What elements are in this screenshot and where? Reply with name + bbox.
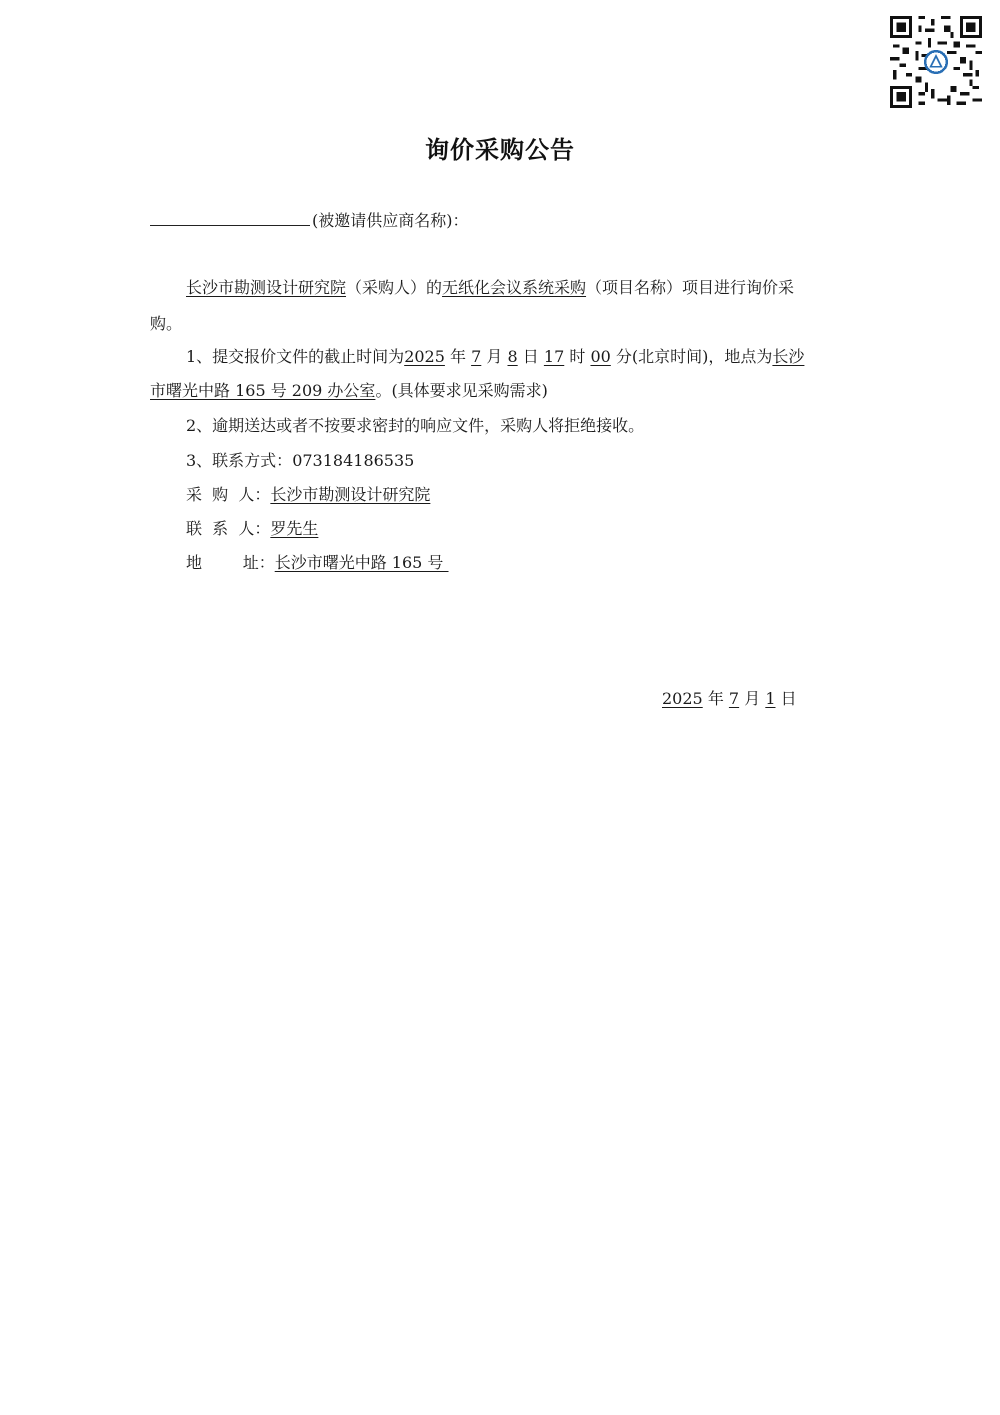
item-1-line (186, 346, 804, 368)
address-label: 地 址： (186, 553, 275, 572)
item-1-prefix: 1、提交报价文件的截止时间为 (186, 347, 405, 366)
addressee-line (150, 209, 469, 232)
deadline-minute: 00 (590, 347, 611, 366)
month-label: 月 (486, 347, 503, 366)
page-title: 询价采购公告 (425, 136, 575, 164)
intro-continuation: 购。 (150, 314, 183, 333)
purchaser-label: 采 购 人： (186, 485, 271, 504)
address-value: 长沙市曙光中路 165 号 (274, 553, 449, 572)
location-part-b: 市曙光中路 165 号 209 办公室 (150, 381, 376, 400)
issue-day-label: 日 (780, 689, 797, 708)
project-tag: （项目名称）项目进行询价采 (586, 278, 795, 297)
deadline-hour: 17 (543, 347, 565, 366)
contact-person-line (186, 518, 318, 540)
item-1-suffix: 。(具体要求见采购需求) (375, 381, 548, 400)
issue-month-label: 月 (744, 689, 761, 708)
address-line (186, 552, 449, 574)
purchaser-value: 长沙市勘测设计研究院 (270, 485, 431, 504)
issue-year: 2025 (662, 689, 703, 708)
deadline-year: 2025 (404, 347, 445, 366)
addressee-suffix: (被邀请供应商名称)： (312, 211, 469, 230)
purchaser-line (186, 484, 430, 506)
intro-paragraph (186, 277, 794, 299)
year-label: 年 (450, 347, 467, 366)
hour-label: 时 (569, 347, 586, 366)
purchaser-tag: （采购人）的 (346, 278, 443, 297)
deadline-day: 8 (507, 347, 518, 366)
qr-code-icon (890, 16, 982, 108)
issue-year-label: 年 (707, 689, 724, 708)
project-name: 无纸化会议系统采购 (442, 278, 587, 297)
purchaser-name: 长沙市勘测设计研究院 (186, 278, 347, 297)
contact-label: 3、联系方式： (186, 451, 293, 470)
minute-label: 分(北京时间)，地点为 (615, 347, 773, 366)
supplier-name-blank (150, 209, 310, 226)
location-part-a: 长沙 (772, 347, 805, 366)
item-2-line: 2、逾期送达或者不按要求密封的响应文件，采购人将拒绝接收。 (186, 416, 645, 435)
item-3-line (186, 450, 414, 472)
contact-person-value: 罗先生 (270, 519, 319, 538)
contact-phone: 073184186535 (292, 451, 415, 470)
item-1-continuation (150, 380, 548, 402)
contact-person-label: 联 系 人： (186, 519, 271, 538)
issue-day: 1 (765, 689, 776, 708)
issue-date (662, 688, 797, 710)
deadline-month: 7 (471, 347, 482, 366)
issue-month: 7 (728, 689, 740, 708)
day-label: 日 (522, 347, 539, 366)
